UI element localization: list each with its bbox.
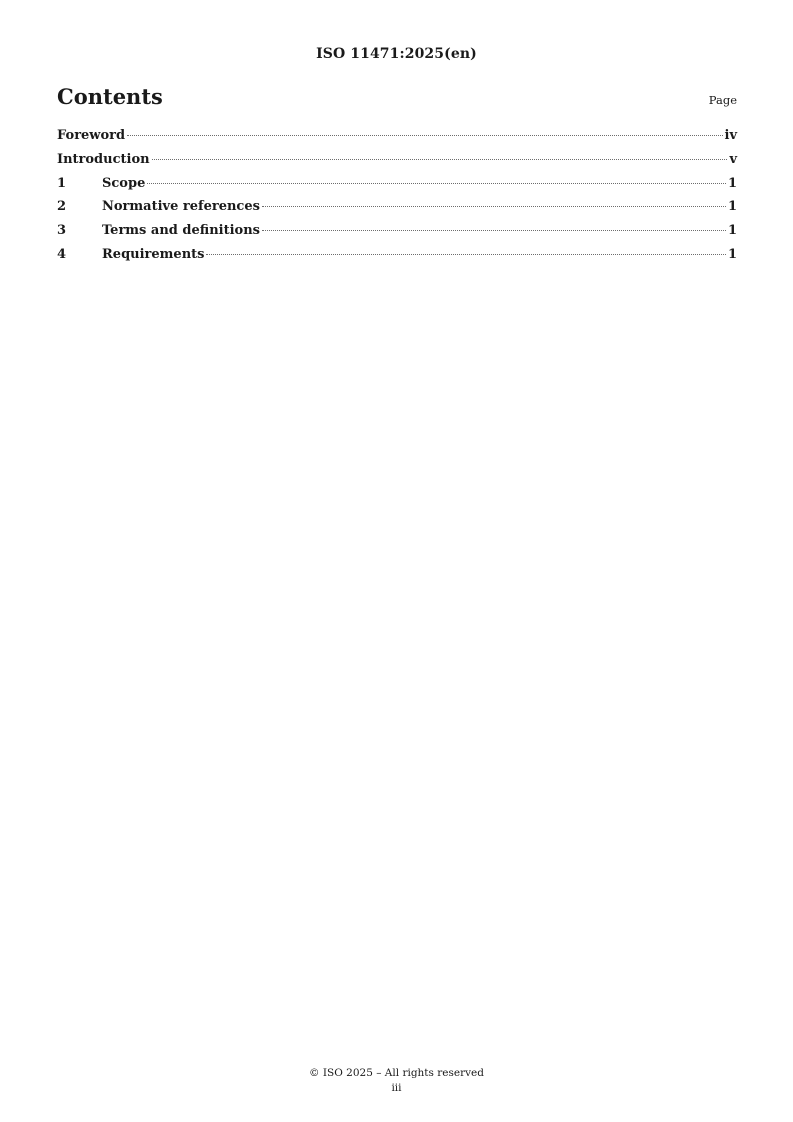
page-column-label: Page: [708, 93, 737, 107]
toc-entry-title: Introduction: [57, 151, 150, 167]
toc-entry-scope[interactable]: [57, 176, 737, 200]
toc-entry-page: 1: [727, 199, 737, 215]
toc-entry-page: iv: [724, 128, 737, 143]
toc-entry-title: Normative references: [102, 199, 260, 215]
toc-entry-number: 3: [57, 223, 67, 239]
toc-entry-page: 1: [727, 223, 737, 239]
toc-entry-number: 2: [57, 199, 67, 215]
toc-leader-dots: [262, 230, 726, 231]
toc-entry-title: Foreword: [57, 128, 126, 143]
toc-entry-page: 1: [727, 175, 737, 191]
page-number: iii: [391, 1082, 402, 1094]
toc-leader-dots: [152, 159, 728, 160]
toc-entry-page: 1: [727, 246, 737, 262]
toc-leader-dots: [147, 183, 726, 184]
copyright-notice: © ISO 2025 – All rights reserved: [309, 1067, 484, 1079]
document-header: ISO 11471:2025(en): [316, 46, 477, 62]
contents-heading-bar: [57, 84, 737, 114]
toc-entry-title: Scope: [102, 175, 146, 191]
toc-entry-title: Requirements: [102, 246, 205, 262]
contents-title: Contents: [57, 84, 163, 109]
table-of-contents: [57, 128, 737, 271]
toc-entry-page: v: [729, 151, 737, 167]
toc-entry-requirements[interactable]: [57, 247, 737, 271]
toc-entry-foreword[interactable]: [57, 128, 737, 152]
toc-entry-title: Terms and definitions: [102, 223, 260, 239]
toc-entry-normative-references[interactable]: [57, 199, 737, 223]
toc-entry-terms-and-definitions[interactable]: [57, 223, 737, 247]
toc-leader-dots: [262, 206, 726, 207]
toc-leader-dots: [127, 135, 722, 136]
toc-entry-number: 4: [57, 246, 67, 262]
toc-leader-dots: [206, 254, 725, 255]
toc-entry-introduction[interactable]: [57, 152, 737, 176]
toc-entry-number: 1: [57, 175, 67, 191]
page-footer: [0, 1066, 793, 1096]
